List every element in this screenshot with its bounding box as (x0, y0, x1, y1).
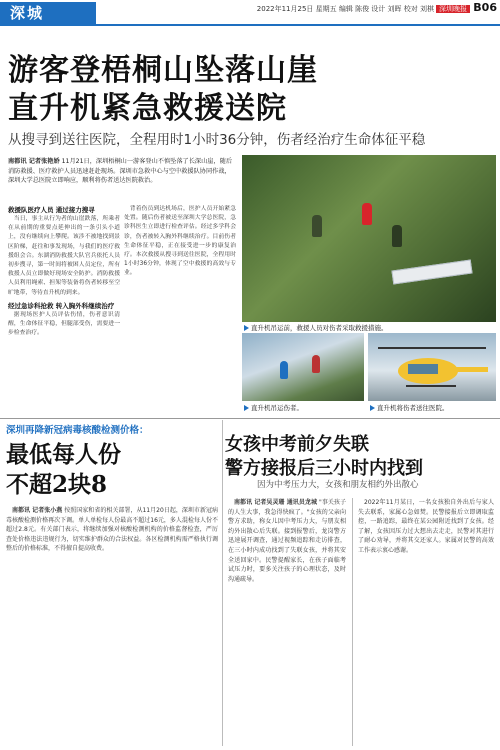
mid-body (228, 498, 346, 746)
lead-byline: 南都讯 记者张艳娇 (8, 158, 60, 165)
mid-kicker: 女孩中考前夕失联 (225, 434, 369, 455)
br-text: 2022年11月某日，一名女孩独自外出后与家人失去联系，家属心急如焚。民警接报后立即调取监控，一路追踪，最终在某公园附近找到了女孩。经了解，女孩因压力过大想出去走走，民警对其进行了耐心劝导，并将其交还家人。家属对民警的高效工作表示衷心感谢。 (358, 499, 494, 554)
photo-3-caption-text: 直升机将伤者送往医院。 (377, 404, 449, 412)
mid-text: "事关孩子的人生大事，我急得快疯了。"女孩的父亲向警方求助，称女儿因中考压力大，与朋友相约外出散心后失联。接到报警后，龙岗警方迅速展开调查，通过视频追踪和走访排查，在三小时内成功找到了失联女孩，并将其安全送回家中。民警提醒家长，在孩子面临考试压力时，要多关注孩子的心理状态，及时沟通疏导。 (228, 499, 346, 583)
bl-text: 按照国家和省的相关部署，从11月20日起，深圳市新冠病毒核酸检测价格再次下调。单人单检每人份最高不超过16元，多人混检每人份不超过2.8元。有关部门表示，将继续加强对核酸检测机构的价格监督检查，严厉查处价格违法违规行为，切实维护群众的合法权益。各区检测机构需严格执行调整后的价格标准，不得擅自提高收费。 (6, 507, 218, 553)
page-number: B06 (473, 1, 497, 14)
caption-arrow-icon (244, 405, 249, 411)
column-1b-text: 据现场医护人员评估伤情，伤者意识清醒，生命体征平稳，但腿部受伤，需要进一步检查治疗。 (8, 311, 120, 337)
photo-2-caption-text: 直升机吊运伤者。 (251, 404, 303, 412)
header-meta-text: 2022年11月25日 星期五 编辑 陈俊 设计 刘晖 校对 刘棋 (256, 5, 434, 13)
header-meta (257, 4, 470, 14)
subhead-2: 经过急诊科抢救 转入胸外科继续治疗 (8, 301, 115, 310)
column-2-text: 背着伤员到达机场后，医护人员开始紧急处置。随后伤者被送至深圳大学总医院，急诊科医生立即进行检查评估。经过多学科会诊，伤者被转入胸外科继续治疗。目前伤者生命体征平稳，正在接受进一步的康复治疗。本次救援从搜寻到送往医院，全程用时1小时36分钟，体现了空中救援的高效与专业。 (124, 206, 236, 277)
photo-2-caption (244, 403, 303, 412)
headline-line-2: 直升机紧急救援送院 (8, 91, 287, 126)
lead-text: 11月21日，深圳梧桐山一游客登山不慎坠落了长深山崖，随后消防救援、医疗救护人员迅速赶赴现场。深圳市急救中心与空中救援队协同作战，深圳大学总医院立即响应，顺利将伤者送达医院救治。 (8, 158, 233, 185)
bl-title-line-1: 最低每人份 (6, 441, 121, 468)
rescue-photo-1 (242, 155, 496, 322)
photo-1-caption (244, 323, 388, 332)
bl-body (6, 506, 218, 746)
header-rule (0, 24, 500, 26)
page-header (0, 0, 500, 24)
helicopter-icon (368, 333, 496, 401)
section-divider (0, 418, 500, 419)
br-body (358, 498, 494, 746)
bl-kicker: 深圳再降新冠病毒核酸检测价格： (6, 425, 149, 436)
bl-byline: 南都讯 记者张小燕 (12, 507, 63, 514)
helicopter-photo (368, 333, 496, 401)
article-column-1 (8, 205, 120, 413)
main-deck: 从搜寻到送往医院，全程用时1小时36分钟，伤者经治疗生命体征平稳 (8, 132, 426, 148)
column-1-text: 当日，事主从行为者的山崖跌落，所乘者在从前期的重要点延伸出的一条引头小道上，没有继续向上攀爬。该涉不被地找到景区阶梯，赶往和事发现场，与我们的医疗救援组会合。东湖消防救援大队官兵依托人员初步搜寻，第一时间将被困人员定位，所有救援人员立即做好现场安全防护。消防救援人员利用绳索、担架等装备将伤者转移至空旷地带，等待直升机的到来。 (8, 216, 120, 296)
mid-title: 警方接报后三小时内找到 (225, 458, 423, 479)
photo-3-caption (370, 403, 449, 412)
caption-arrow-icon (370, 405, 375, 411)
photo-1-caption-text: 直升机吊运前，救援人员对伤者采取救援措施。 (251, 324, 388, 332)
headline-line-1: 游客登梧桐山坠落山崖 (8, 53, 318, 88)
rescue-photo-2 (242, 333, 364, 401)
column-divider (352, 498, 353, 746)
paper-badge: 深圳晚报 (436, 5, 470, 13)
column-divider (222, 420, 223, 746)
mid-byline: 南都讯 记者吴灵珊 通讯员龙城 (234, 499, 318, 506)
mid-deck: 因为中考压力大，女孩和朋友相约外出散心 (257, 480, 419, 490)
article-column-2 (124, 157, 236, 413)
main-headline (8, 52, 318, 128)
caption-arrow-icon (244, 325, 249, 331)
section-tag: 深城 (0, 2, 96, 24)
bl-title-line-2: 不超2块8 (6, 471, 108, 498)
subhead-1: 救援队医疗人员 通过接力搜寻 (8, 206, 95, 214)
bl-title (6, 440, 121, 500)
